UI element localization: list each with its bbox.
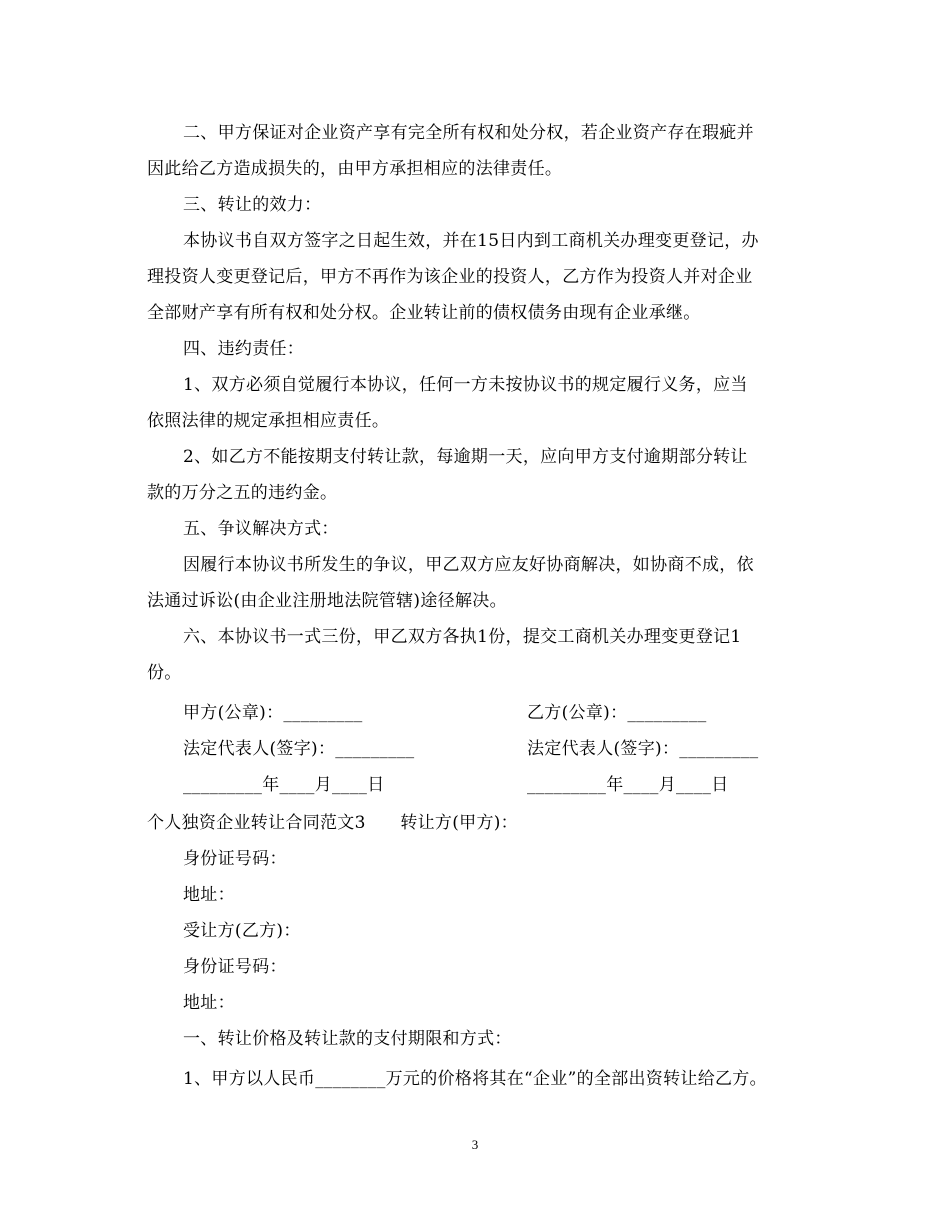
signature-party-a: 甲方(公章)：_________ — [183, 703, 363, 723]
paragraph-line: 款的万分之五的违约金。 — [147, 483, 338, 503]
section-heading: 一、转让价格及转让款的支付期限和方式： — [183, 1029, 512, 1049]
paragraph-line: 份。 — [147, 663, 182, 683]
paragraph-line: 二、甲方保证对企业资产享有完全所有权和处分权，若企业资产存在瑕疵并 — [183, 123, 754, 143]
signature-rep-a: 法定代表人(签字)：_________ — [183, 739, 415, 759]
paragraph-line: 全部财产享有所有权和处分权。企业转让前的债权债务由现有企业承继。 — [147, 303, 701, 323]
field-label: 地址： — [183, 993, 235, 1013]
paragraph-line: 因履行本协议书所发生的争议，甲乙双方应友好协商解决，如协商不成，依 — [183, 555, 754, 575]
page-number: 3 — [471, 1137, 479, 1152]
section-heading: 五、争议解决方式： — [183, 519, 339, 539]
document-heading-line: 个人独资企业转让合同范文3 转让方(甲方)： — [147, 813, 518, 833]
field-label: 地址： — [183, 885, 235, 905]
section-heading: 三、转让的效力： — [183, 195, 322, 215]
field-label: 受让方(乙方)： — [183, 921, 301, 941]
signature-date-a: _________年____月____日 — [183, 775, 385, 795]
signature-party-b: 乙方(公章)：_________ — [527, 703, 707, 723]
paragraph-line: 1、甲方以人民币________万元的价格将其在“企业”的全部出资转让给乙方。 — [183, 1069, 767, 1089]
section-heading: 四、违约责任： — [183, 339, 305, 359]
field-label: 身份证号码： — [183, 957, 287, 977]
paragraph-line: 六、本协议书一式三份，甲乙双方各执1份，提交工商机关办理变更登记1 — [183, 627, 742, 647]
paragraph-line: 理投资人变更登记后，甲方不再作为该企业的投资人，乙方作为投资人并对企业 — [147, 267, 753, 287]
paragraph-line: 因此给乙方造成损失的，由甲方承担相应的法律责任。 — [147, 159, 563, 179]
paragraph-line: 依照法律的规定承担相应责任。 — [147, 411, 390, 431]
signature-date-b: _________年____月____日 — [527, 775, 729, 795]
paragraph-line: 本协议书自双方签字之日起生效，并在15日内到工商机关办理变更登记，办 — [183, 231, 759, 251]
field-label: 身份证号码： — [183, 849, 287, 869]
paragraph-line: 2、如乙方不能按期支付转让款，每逾期一天，应向甲方支付逾期部分转让 — [183, 447, 748, 467]
paragraph-line: 1、双方必须自觉履行本协议，任何一方未按协议书的规定履行义务，应当 — [183, 375, 748, 395]
paragraph-line: 法通过诉讼(由企业注册地法院管辖)途径解决。 — [147, 591, 507, 611]
signature-rep-b: 法定代表人(签字)：_________ — [527, 739, 759, 759]
